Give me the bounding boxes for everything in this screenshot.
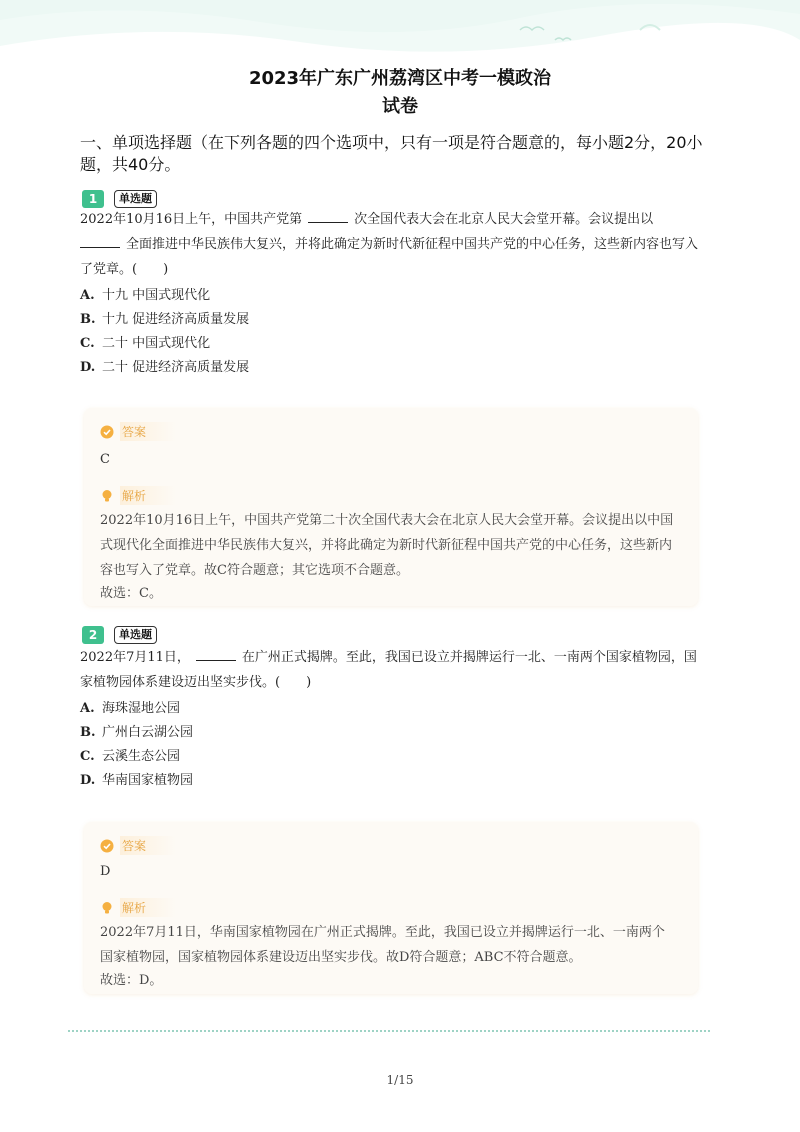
option-d: D. 二十 促进经济高质量发展 — [80, 360, 250, 375]
question-stem — [80, 207, 700, 282]
answer-value: D — [100, 864, 111, 879]
answer-panel — [84, 822, 698, 994]
answer-value: C — [100, 452, 110, 467]
page-number: 1/15 — [386, 1073, 414, 1087]
question-type-tag: 单选题 — [114, 190, 157, 208]
answer-tag — [100, 422, 176, 441]
option-c: C. 二十 中国式现代化 — [80, 336, 211, 351]
question-number-badge: 2 — [82, 626, 104, 644]
header-wave-decoration — [0, 0, 800, 70]
stem-part: 全面推进中华民族伟大复兴，并将此确定为新时代新征程中国共产党的中心任务，这些新内容也写入了党章。( ) — [80, 237, 699, 277]
fill-blank — [308, 208, 348, 223]
analysis-text: 2022年7月11日，华南国家植物园在广州正式揭牌。至此，我国已设立并揭牌运行一北、一南两个国家植物园，国家植物园体系建设迈出坚实步伐。故D符合题意；ABC不符合题意。 — [100, 925, 665, 965]
stem-part: 2022年7月11日， — [80, 650, 190, 665]
document-title-line2: 试卷 — [382, 96, 418, 117]
analysis-tag — [100, 898, 176, 917]
answer-tag — [100, 836, 176, 855]
check-badge-icon — [100, 425, 114, 439]
check-badge-icon — [100, 839, 114, 853]
question-type-tag: 单选题 — [114, 626, 157, 644]
lightbulb-icon — [100, 901, 114, 915]
stem-part: 2022年10月16日上午，中国共产党第 — [80, 212, 303, 227]
stem-part: 在广州正式揭牌。至此，我国已设立并揭牌运行一北、一南两个国家植物园，国家植物园体系建设迈出坚实步伐。( ) — [80, 650, 697, 690]
section-heading: 一、单项选择题（在下列各题的四个选项中，只有一项是符合题意的，每小题2分，20小题，共40分。 — [80, 133, 703, 174]
option-b: B. 十九 促进经济高质量发展 — [80, 312, 250, 327]
answer-panel — [84, 408, 698, 606]
analysis-label: 解析 — [120, 486, 176, 505]
question-stem — [80, 645, 700, 695]
conclusion-text: 故选：C。 — [100, 586, 162, 601]
footer-divider — [68, 1030, 710, 1032]
answer-label: 答案 — [120, 422, 176, 441]
stem-part: 次全国代表大会在北京人民大会堂开幕。会议提出以 — [354, 212, 654, 227]
option-a: A. 海珠湿地公园 — [80, 701, 181, 716]
analysis-label: 解析 — [120, 898, 176, 917]
analysis-tag — [100, 486, 176, 505]
option-a: A. 十九 中国式现代化 — [80, 288, 211, 303]
answer-label: 答案 — [120, 836, 176, 855]
option-d: D. 华南国家植物园 — [80, 773, 194, 788]
fill-blank — [196, 646, 236, 661]
lightbulb-icon — [100, 489, 114, 503]
analysis-text: 2022年10月16日上午，中国共产党第二十次全国代表大会在北京人民大会堂开幕。会议提出以中国式现代化全面推进中华民族伟大复兴，并将此确定为新时代新征程中国共产党的中心任务，这些新内容也写入了党章。故C符合题意；其它选项不合题意。 — [100, 513, 674, 578]
option-c: C. 云溪生态公园 — [80, 749, 181, 764]
conclusion-text: 故选：D。 — [100, 973, 163, 988]
option-b: B. 广州白云湖公园 — [80, 725, 194, 740]
document-title-line1: 2023年广东广州荔湾区中考一模政治 — [248, 68, 552, 89]
fill-blank — [80, 233, 120, 248]
question-number-badge: 1 — [82, 190, 104, 208]
